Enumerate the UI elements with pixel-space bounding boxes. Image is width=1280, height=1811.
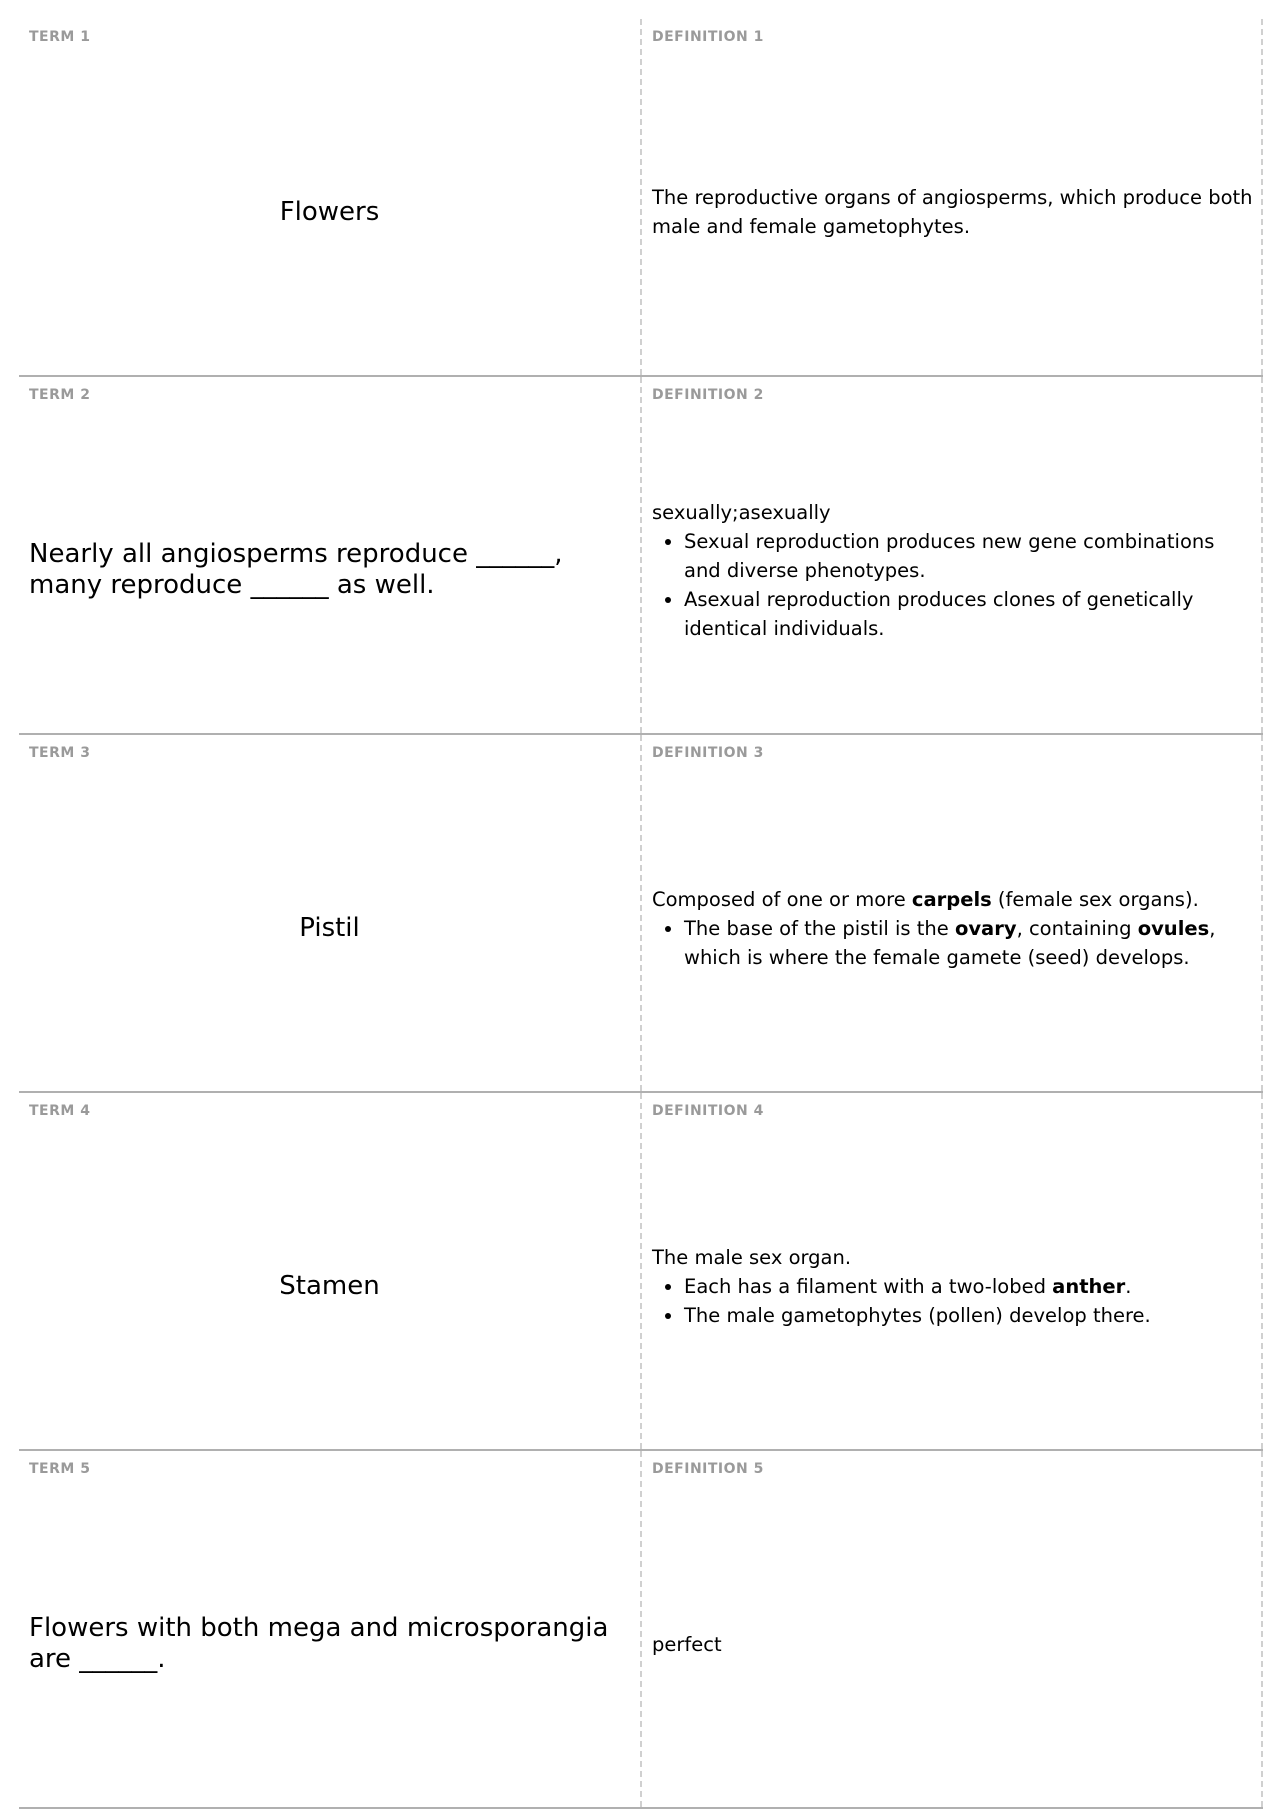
definition-text-5 (652, 1491, 1255, 1797)
definition-bullet (684, 914, 1255, 972)
definition-text-4 (652, 1133, 1255, 1439)
term-text-4 (29, 1133, 630, 1439)
term-4: Stamen (279, 1270, 380, 1301)
definition-label-3: DEFINITION 3 (652, 745, 764, 761)
definition-text-2 (652, 417, 1255, 723)
bold-term-ovary: ovary (954, 916, 1017, 940)
term-cell-3 (19, 735, 642, 1091)
bold-term-carpels: carpels (911, 887, 992, 911)
definition-intro-4: The male sex organ. (652, 1245, 852, 1269)
definition-cell-2 (642, 377, 1263, 733)
bullet-text: The base of the pistil is the (684, 916, 955, 940)
definition-bullets-2 (652, 527, 1255, 643)
flashcard-2 (19, 377, 1263, 735)
term-1: Flowers (279, 196, 380, 227)
term-cell-2 (19, 377, 642, 733)
definition-intro-3 (652, 885, 1255, 914)
intro-text: (female sex organs). (991, 887, 1199, 911)
term-5: Flowers with both mega and microsporangia are ______. (29, 1613, 609, 1674)
definition-bullet: • Sexual reproduction produces new gene combinations and diverse phenotypes. (684, 527, 1255, 585)
term-cell-1 (19, 19, 642, 375)
definition-label-1: DEFINITION 1 (652, 29, 764, 45)
definition-text-1 (652, 59, 1255, 365)
definition-bullets-4 (652, 1272, 1255, 1330)
term-text-2 (29, 417, 630, 723)
definition-intro-5: perfect (652, 1632, 722, 1656)
bullet-text: , containing (1016, 916, 1138, 940)
definition-bullet (684, 1272, 1255, 1301)
bold-term-ovules: ovules (1137, 916, 1210, 940)
flashcard-5 (19, 1451, 1263, 1809)
bold-term-anther: anther (1052, 1274, 1126, 1298)
flashcard-sheet (19, 19, 1263, 1809)
flashcard-4 (19, 1093, 1263, 1451)
term-label-1: TERM 1 (29, 29, 91, 45)
term-label-3: TERM 3 (29, 745, 91, 761)
intro-text: Composed of one or more (652, 887, 912, 911)
term-text-5 (29, 1491, 630, 1797)
definition-bullet: • The male gametophytes (pollen) develop there. (684, 1301, 1255, 1330)
term-cell-4 (19, 1093, 642, 1449)
bullet-text: . (1125, 1274, 1132, 1298)
definition-intro-1: The reproductive organs of angiosperms, which produce both male and female gametophytes. (652, 186, 1253, 238)
bullet-text: , which is where the female gamete (seed) develops. (684, 916, 1216, 969)
term-label-4: TERM 4 (29, 1103, 91, 1119)
definition-bullets-3 (652, 914, 1255, 972)
definition-label-2: DEFINITION 2 (652, 387, 764, 403)
definition-cell-5 (642, 1451, 1263, 1807)
term-text-1 (29, 59, 630, 365)
definition-label-4: DEFINITION 4 (652, 1103, 764, 1119)
term-3: Pistil (299, 912, 360, 943)
term-cell-5 (19, 1451, 642, 1807)
term-2: Nearly all angiosperms reproduce ______, many reproduce ______ as well. (29, 539, 563, 600)
flashcard-1 (19, 19, 1263, 377)
term-text-3 (29, 775, 630, 1081)
definition-label-5: DEFINITION 5 (652, 1461, 764, 1477)
term-label-2: TERM 2 (29, 387, 91, 403)
definition-intro-2: sexually;asexually (652, 500, 831, 524)
bullet-text: Each has a filament with a two-lobed (684, 1274, 1053, 1298)
definition-cell-3 (642, 735, 1263, 1091)
definition-bullet: • Asexual reproduction produces clones of genetically identical individuals. (684, 585, 1255, 643)
definition-text-3 (652, 775, 1255, 1081)
definition-cell-4 (642, 1093, 1263, 1449)
definition-cell-1 (642, 19, 1263, 375)
flashcard-3 (19, 735, 1263, 1093)
term-label-5: TERM 5 (29, 1461, 91, 1477)
